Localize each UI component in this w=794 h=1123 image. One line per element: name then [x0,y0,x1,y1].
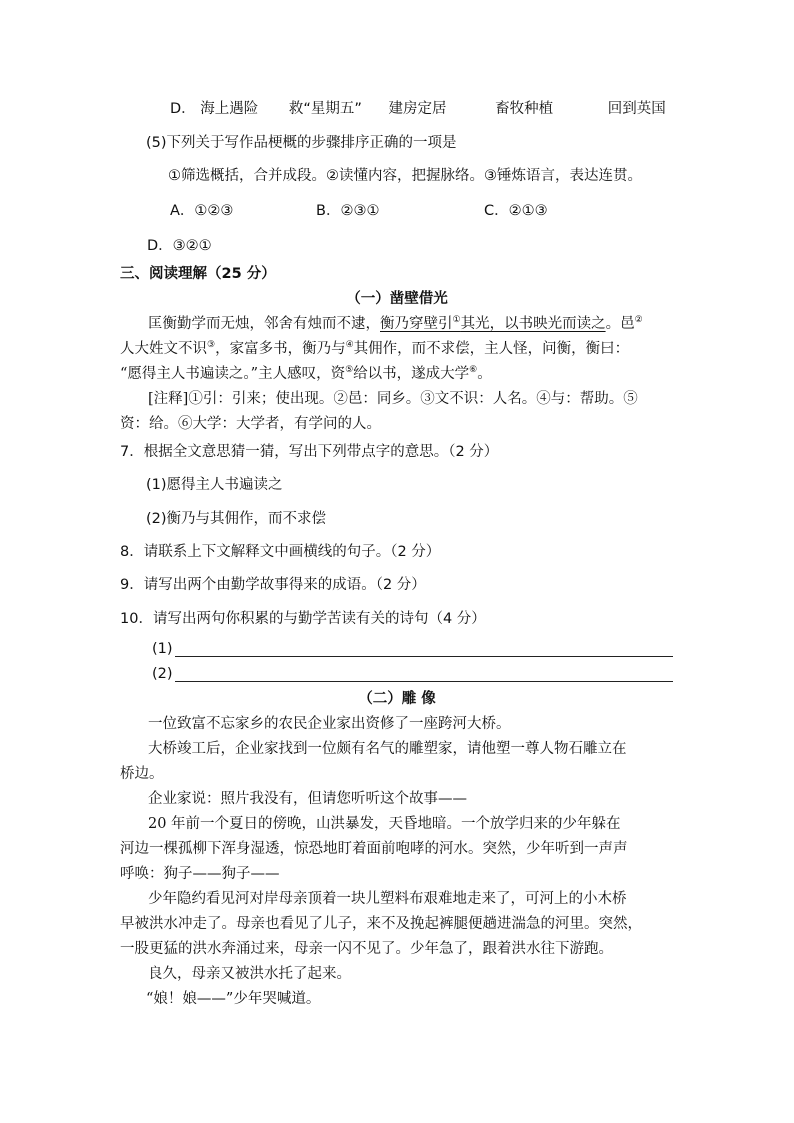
q10-blank-2-label: (2) [152,666,173,682]
passage-text: 其佣作，而不求偿，主人怪，问衡，衡曰： [353,341,630,357]
passage2-para-4b: 河边一棵孤柳下浑身湿透，惊恐地盯着面前咆哮的河水。突然，少年听到一声声 [120,841,628,857]
passage1-title: （一）凿壁借光 [346,291,448,307]
step-4: 畜牧种植 [495,101,554,117]
passage2-para-1: 一位致富不忘家乡的农民企业家出资修了一座跨河大桥。 [148,716,511,732]
q6-part5-option-a: A．①②③ [170,203,234,219]
passage2-para-6: 良久，母亲又被洪水托了起来。 [148,966,351,982]
q10-stem: 10．请写出两句你积累的与勤学苦读有关的诗句（4 分） [120,611,486,627]
passage1-line-3 [120,364,492,384]
footnote-mark: ① [452,315,461,325]
passage2-para-5b: 早被洪水冲走了。母亲也看见了儿子，来不及挽起裤腿便趟进湍急的河里。突然， [120,916,642,932]
q6-part5-steps: ①筛选概括，合并成段。②读懂内容，把握脉络。③锤炼语言，表达连贯。 [168,168,642,184]
passage2-para-3: 企业家说：照片我没有，但请您听听这个故事—— [148,791,467,807]
q6-part5-option-c: C．②①③ [484,203,548,219]
footnote-mark: ⑥ [469,365,478,375]
passage2-para-7: “娘！娘——”少年哭喊道。 [146,991,321,1007]
passage-text: “愿得主人书遍读之。”主人感叹，资 [120,366,346,382]
q6-part5-stem: (5)下列关于写作品梗概的步骤排序正确的一项是 [146,135,457,151]
passage-text: 匡衡勤学而无烛，邻舍有烛而不逮， [148,316,380,332]
underlined-text: 衡乃穿壁引 [380,316,453,332]
q7-stem: 7．根据全文意思猜一猜，写出下列带点字的意思。（2 分） [120,444,499,460]
passage-text: 给以书，遂成大学 [353,366,470,382]
option-label: D． [170,101,196,117]
passage2-title: （二）雕 像 [358,691,436,707]
passage1-line-1 [148,314,643,334]
q10-blank-1-label: (1) [152,641,173,657]
footnote-mark: ③ [207,340,216,350]
passage2-para-5c: 一股更猛的洪水奔涌过来，母亲一闪不见了。少年急了，跟着洪水往下游跑。 [120,941,613,957]
underlined-sentence [380,316,606,332]
passage2-para-2a: 大桥竣工后，企业家找到一位颇有名气的雕塑家，请他塑一尊人物石雕立在 [148,741,627,757]
q7-item-1: (1)愿得主人书遍读之 [146,477,283,493]
q6-part5-option-b: B．②③① [316,203,380,219]
step-2: 救“星期五” [288,101,362,117]
passage1-note-1: [注释]①引：引来；使出现。②邑：同乡。③文不识：人名。④与：帮助。⑤ [148,391,638,407]
passage-text: 人大姓文不识 [120,341,207,357]
q6-part5-option-d: D．③②① [147,238,212,254]
step-5: 回到英国 [607,101,666,117]
passage1-line-2 [120,339,629,359]
q7-item-2: (2)衡乃与其佣作，而不求偿 [146,511,327,527]
passage-text: 。邑 [605,316,635,332]
section-heading: 三、阅读理解（25 分） [120,266,276,282]
q6-option-d [170,99,666,119]
footnote-mark: ⑤ [345,365,354,375]
passage-text: ，家富多书，衡乃与 [215,341,346,357]
footnote-mark: ② [634,315,643,325]
footnote-mark: ④ [345,340,354,350]
passage2-para-4a: 20 年前一个夏日的傍晚，山洪暴发，天昏地暗。一个放学归来的少年躲在 [148,816,621,832]
step-1: 海上遇险 [200,101,259,117]
passage2-para-4c: 呼唤：狗子——狗子—— [120,866,280,882]
passage2-para-5a: 少年隐约看见河对岸母亲顶着一块儿塑料布艰难地走来了，可河上的小木桥 [148,891,627,907]
passage1-note-2: 资：给。⑥大学：大学者，有学问的人。 [120,416,381,432]
step-3: 建房定居 [388,101,447,117]
q9-stem: 9．请写出两个由勤学故事得来的成语。（2 分） [120,577,426,593]
q10-answer-line-1[interactable] [175,656,673,657]
underlined-text: 其光，以书映光而读之 [460,316,606,332]
q10-answer-line-2[interactable] [175,681,673,682]
passage-text: 。 [477,366,492,382]
passage2-para-2b: 桥边。 [120,766,164,782]
q8-stem: 8．请联系上下文解释文中画横线的句子。（2 分） [120,544,441,560]
